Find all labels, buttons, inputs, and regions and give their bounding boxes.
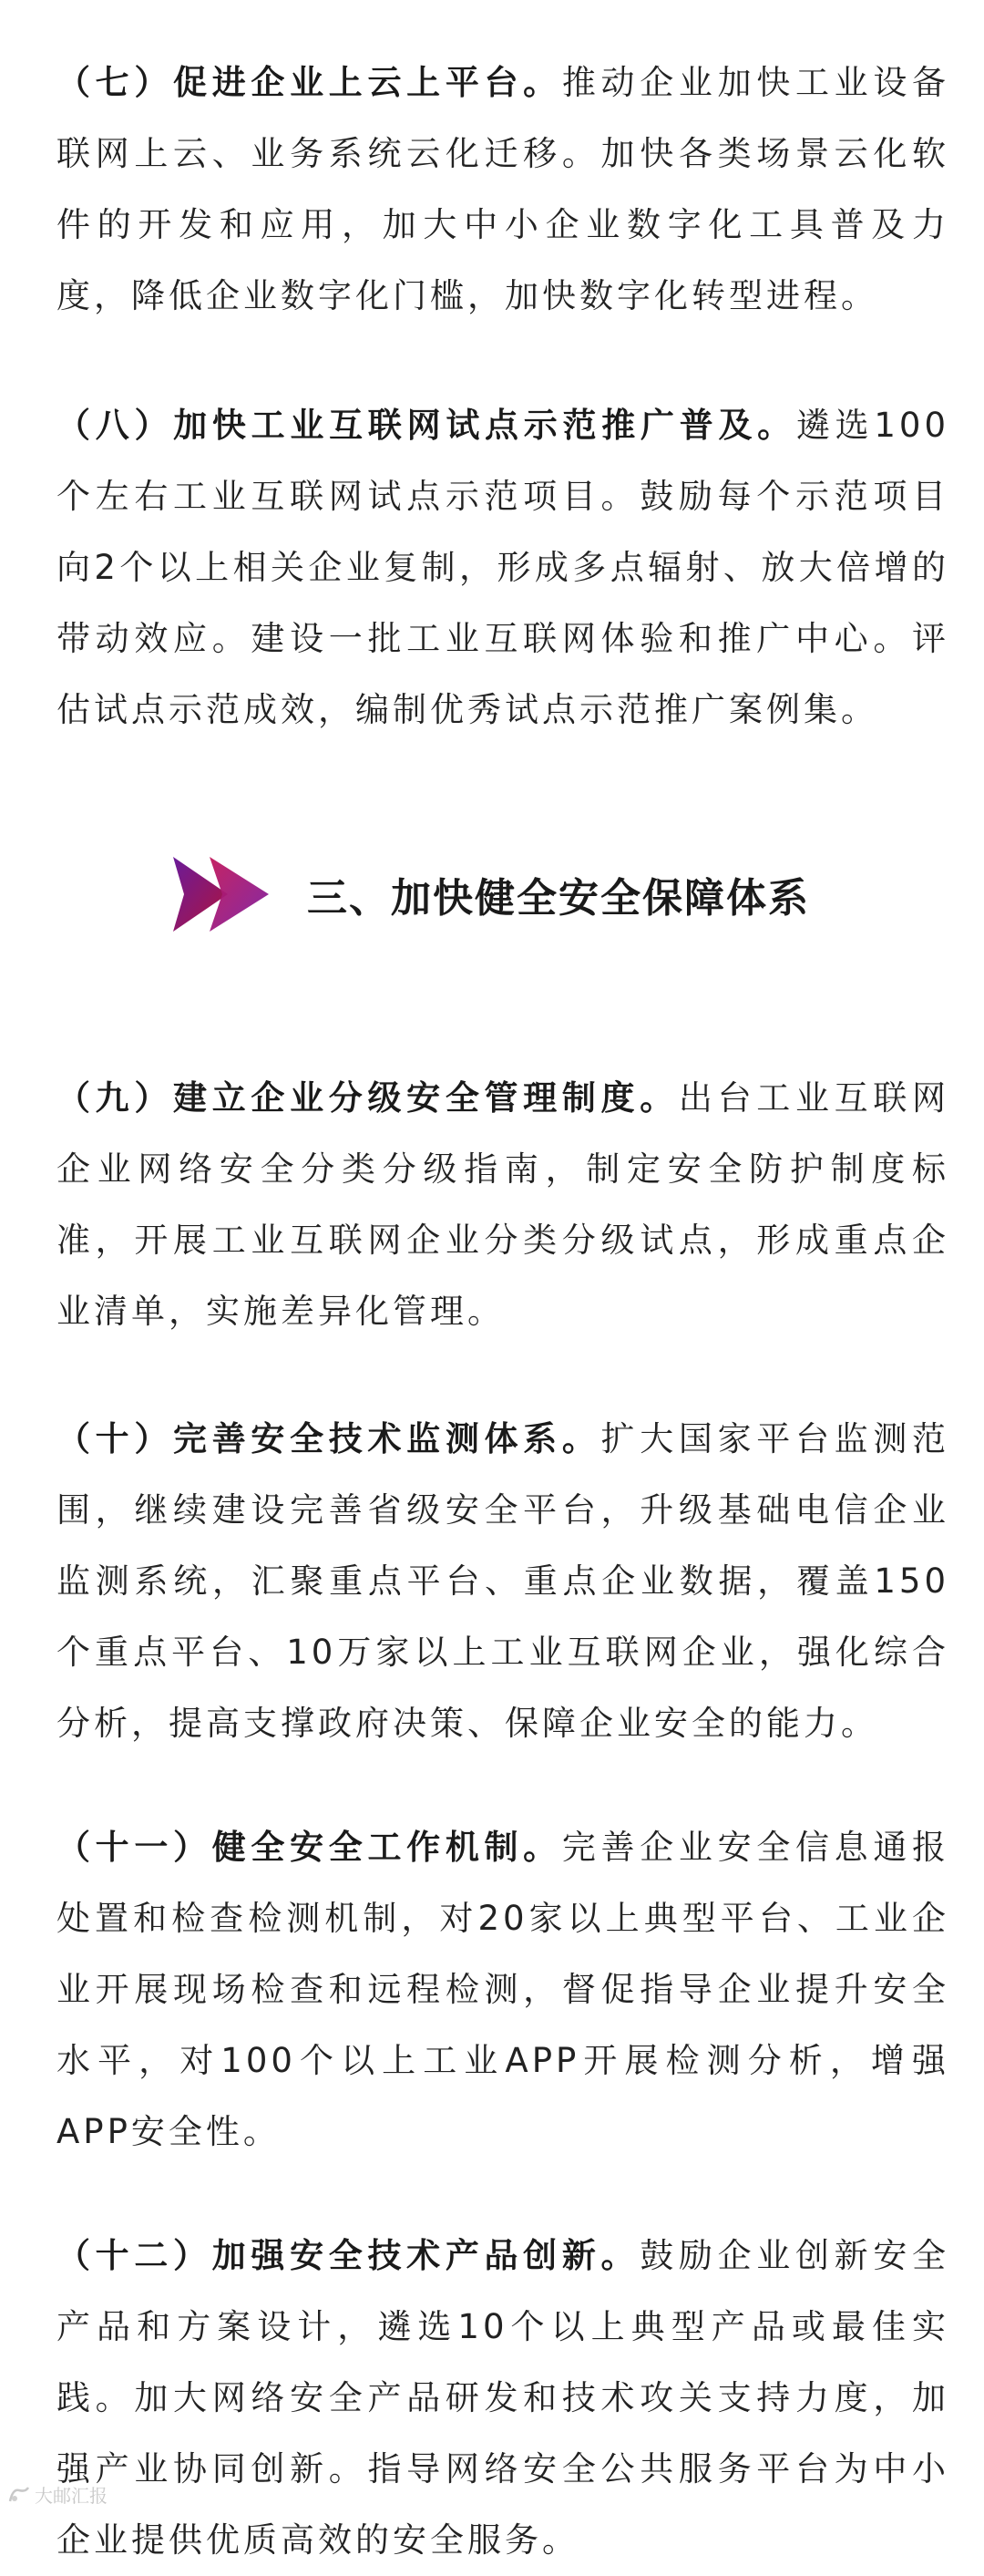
paragraph-heading: （十二）加强安全技术产品创新。 — [56, 2236, 641, 2275]
paragraph-body: 鼓励企业创新安全产品和方案设计，遴选10个以上典型产品或最佳实践。加大网络安全产品研发和技术攻关支持力度，加强产业协同创新。指导网络安全公共服务平台为中小企业提供优质高效的安全服务。 — [56, 2236, 950, 2560]
paragraph-body: 扩大国家平台监测范围，继续建设完善省级安全平台，升级基础电信企业监测系统，汇聚重点平台、重点企业数据，覆盖150个重点平台、10万家以上工业互联网企业，强化综合分析，提高支撑政府决策、保障企业安全的能力。 — [56, 1419, 950, 1743]
paragraph-12 — [56, 2221, 949, 2576]
watermark — [7, 2481, 108, 2508]
double-arrow-icon — [173, 855, 269, 933]
section-header — [173, 855, 810, 933]
paragraph-heading: （七）促进企业上云上平台。 — [56, 63, 562, 102]
paragraph-heading: （八）加快工业互联网试点示范推广普及。 — [56, 406, 796, 445]
section-title: 三、加快健全安全保障体系 — [307, 875, 810, 922]
paragraph-11 — [56, 1812, 949, 2168]
paragraph-body: 遴选100个左右工业互联网试点示范项目。鼓励每个示范项目向2个以上相关企业复制，形成多点辐射、放大倍增的带动效应。建设一批工业互联网体验和推广中心。评估试点示范成效，编制优秀试点示范推广案例集。 — [56, 406, 950, 729]
paragraph-8 — [56, 390, 949, 746]
paragraph-body: 完善企业安全信息通报处置和检查检测机制，对20家以上典型平台、工业企业开展现场检查和远程检测，督促指导企业提升安全水平，对100个以上工业APP开展检测分析，增强APP安全性。 — [56, 1828, 950, 2151]
paragraph-heading: （十）完善安全技术监测体系。 — [56, 1419, 601, 1458]
watermark-logo-icon — [7, 2485, 31, 2505]
paragraph-heading: （九）建立企业分级安全管理制度。 — [56, 1078, 679, 1118]
paragraph-10 — [56, 1404, 949, 1759]
watermark-text: 大邮汇报 — [35, 2485, 108, 2507]
paragraph-9 — [56, 1063, 949, 1347]
paragraph-body: 推动企业加快工业设备联网上云、业务系统云化迁移。加快各类场景云化软件的开发和应用，加大中小企业数字化工具普及力度，降低企业数字化门槛，加快数字化转型进程。 — [56, 63, 950, 315]
paragraph-body: 出台工业互联网企业网络安全分类分级指南，制定安全防护制度标准，开展工业互联网企业分类分级试点，形成重点企业清单，实施差异化管理。 — [56, 1078, 950, 1331]
paragraph-heading: （十一）健全安全工作机制。 — [56, 1828, 562, 1867]
paragraph-7 — [56, 47, 949, 332]
